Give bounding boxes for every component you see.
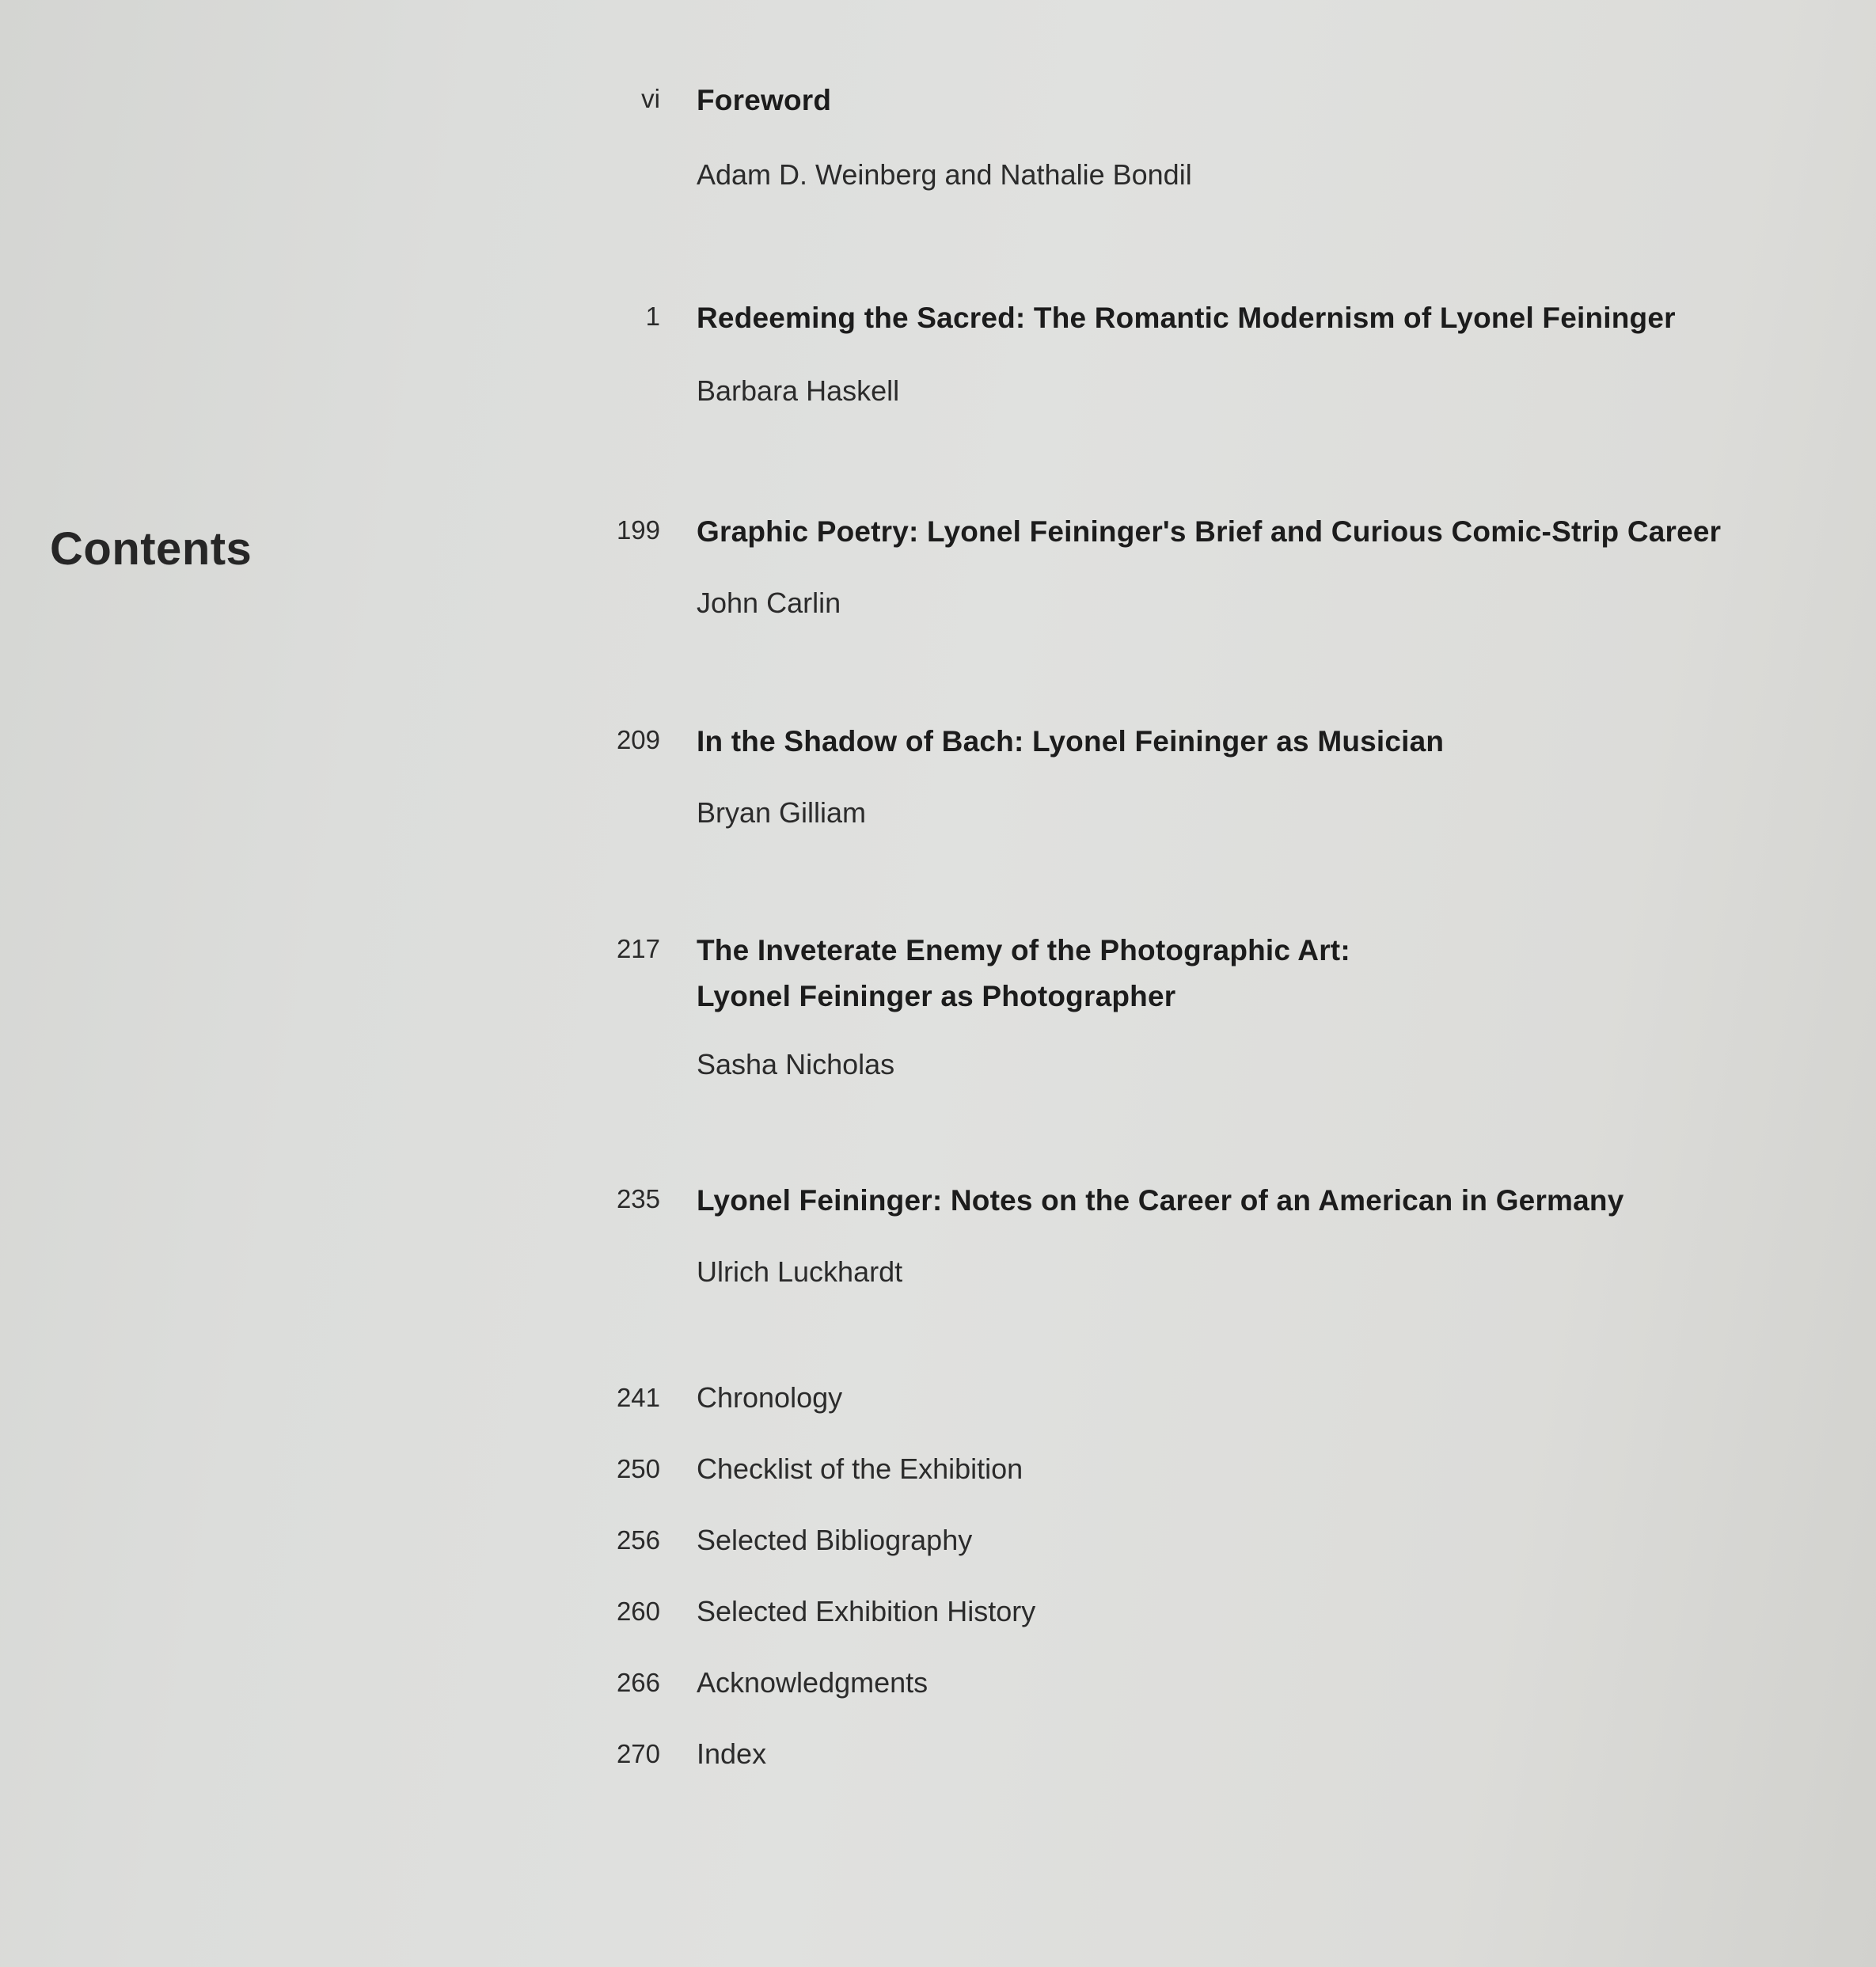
entry-author: Sasha Nicholas bbox=[697, 1048, 895, 1080]
entry-title-line: Foreword bbox=[697, 84, 832, 116]
entry-title-line: Lyonel Feininger: Notes on the Career of an American in Germany bbox=[697, 1184, 1624, 1217]
page-number: 260 bbox=[616, 1597, 660, 1626]
page-number: 209 bbox=[616, 725, 660, 754]
page-number: vi bbox=[641, 84, 660, 113]
entry-title-line: Lyonel Feininger as Photographer bbox=[697, 980, 1176, 1012]
page-number: 199 bbox=[616, 515, 660, 545]
entry-author: Barbara Haskell bbox=[697, 374, 900, 407]
entry-title: Acknowledgments bbox=[697, 1666, 929, 1699]
page-number: 266 bbox=[616, 1668, 660, 1697]
entry-title-line: The Inveterate Enemy of the Photographic Art: bbox=[697, 934, 1350, 966]
entry-title: Selected Bibliography bbox=[697, 1524, 973, 1556]
entry-title-line: Redeeming the Sacred: The Romantic Modernism of Lyonel Feininger bbox=[697, 302, 1676, 334]
entry-title bbox=[697, 719, 1444, 765]
page-number: 217 bbox=[616, 934, 660, 963]
entry-author: Ulrich Luckhardt bbox=[697, 1255, 903, 1288]
page-number: 235 bbox=[616, 1184, 660, 1213]
entry-title bbox=[697, 1178, 1624, 1224]
entry-title-line: Graphic Poetry: Lyonel Feininger's Brief and Curious Comic-Strip Career bbox=[697, 515, 1722, 548]
contents-heading: Contents bbox=[50, 523, 253, 575]
entry-title bbox=[697, 295, 1676, 341]
page-number: 250 bbox=[616, 1454, 660, 1483]
entry-author: Adam D. Weinberg and Nathalie Bondil bbox=[697, 158, 1192, 191]
page-number: 1 bbox=[645, 302, 660, 331]
entry-title bbox=[697, 928, 1350, 1020]
entry-title: Selected Exhibition History bbox=[697, 1595, 1036, 1627]
entry-title: Index bbox=[697, 1737, 767, 1770]
entry-author: Bryan Gilliam bbox=[697, 796, 867, 829]
entry-title bbox=[697, 509, 1721, 555]
entry-title: Checklist of the Exhibition bbox=[697, 1452, 1023, 1485]
page-number: 270 bbox=[616, 1739, 660, 1768]
entry-title: Chronology bbox=[697, 1381, 843, 1414]
page-number: 241 bbox=[616, 1383, 660, 1412]
entry-title bbox=[697, 78, 831, 123]
entry-author: John Carlin bbox=[697, 587, 841, 619]
entry-title-line: In the Shadow of Bach: Lyonel Feininger as Musician bbox=[697, 725, 1445, 758]
page-number: 256 bbox=[616, 1525, 660, 1555]
